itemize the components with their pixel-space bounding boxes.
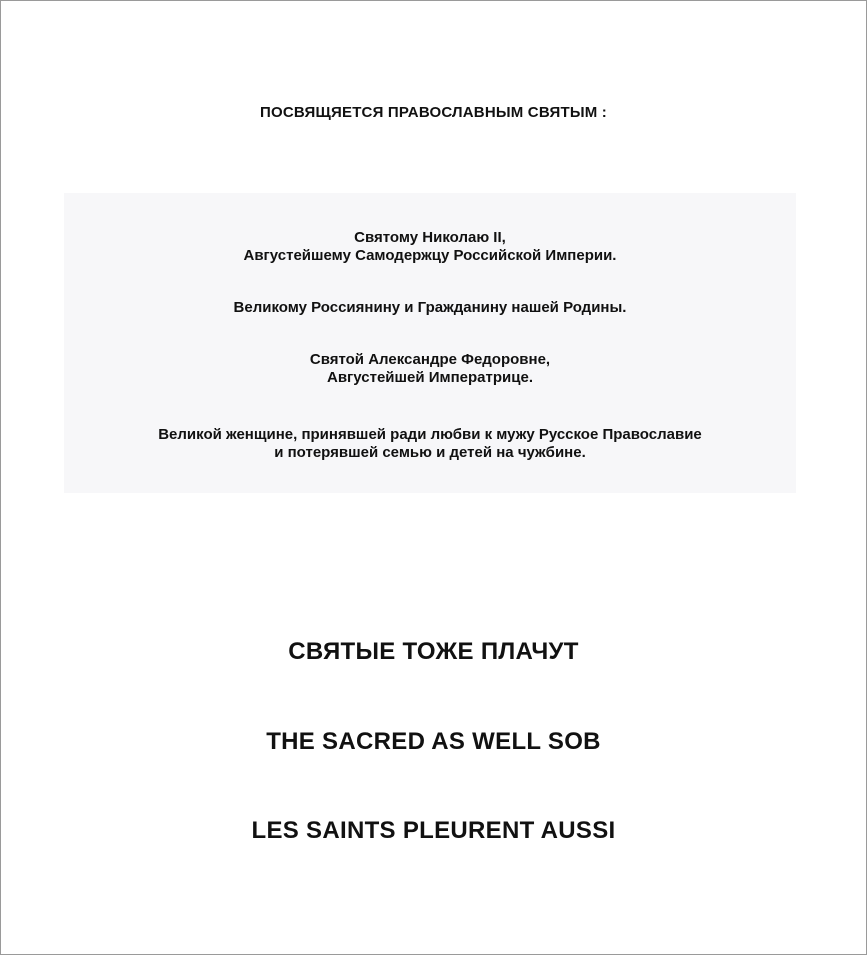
dedication-heading: ПОСВЯЩЯЕТСЯ ПРАВОСЛАВНЫМ СВЯТЫМ : <box>260 104 607 121</box>
dedication-line: Великому Россиянину и Гражданину нашей Родины. <box>233 299 627 316</box>
dedication-line: Святому Николаю II, <box>354 229 506 246</box>
title-english: THE SACRED AS WELL SOB <box>266 728 601 755</box>
dedication-citizen <box>64 299 796 317</box>
dedication-line: Святой Александре Федоровне, <box>309 351 551 368</box>
dedication-line: Августейшей Императрице. <box>326 369 533 386</box>
dedication-box <box>64 193 796 493</box>
dedication-woman <box>64 426 796 462</box>
dedication-line: и потерявшей семью и детей на чужбине. <box>274 444 586 461</box>
dedication-nicholas <box>64 229 796 265</box>
dedication-alexandra <box>64 351 796 387</box>
title-russian: СВЯТЫЕ ТОЖЕ ПЛАЧУТ <box>288 638 579 665</box>
title-french: LES SAINTS PLEURENT AUSSI <box>251 817 616 844</box>
dedication-line: Великой женщине, принявшей ради любви к мужу Русское Православие <box>158 426 702 443</box>
dedication-line: Августейшему Самодержцу Российской Империи. <box>243 247 617 264</box>
